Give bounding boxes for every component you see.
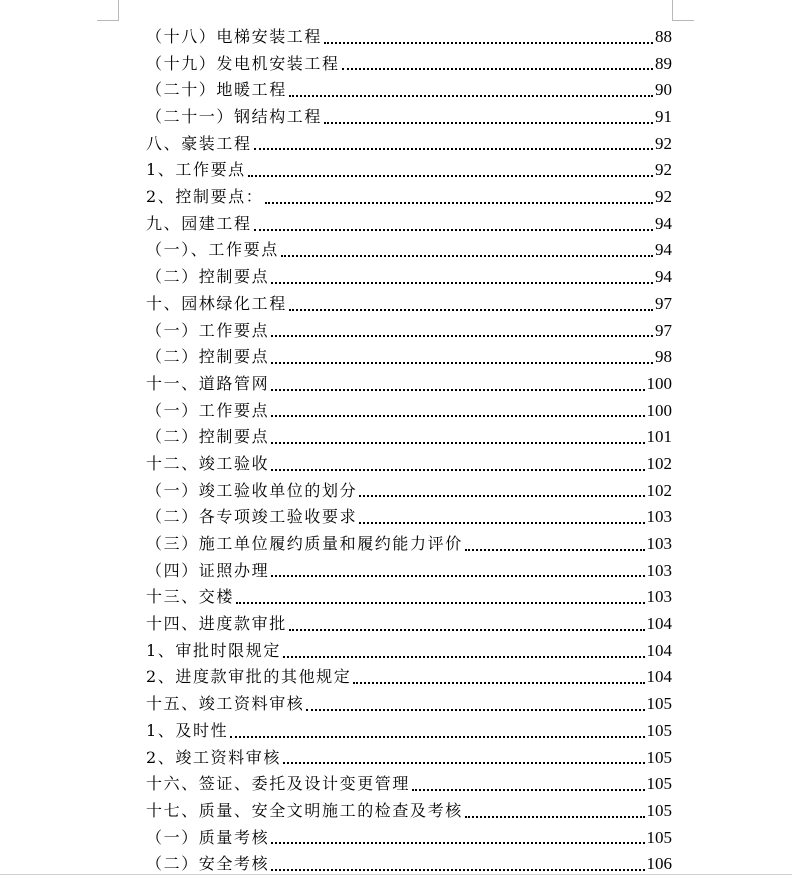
toc-entry[interactable] — [146, 424, 672, 451]
toc-entry-title: 十六、签证、委托及设计变更管理 — [146, 774, 411, 794]
toc-entry-page-number: 91 — [655, 107, 672, 127]
toc-dot-leader — [265, 202, 653, 204]
toc-entry-page-number: 105 — [646, 694, 672, 714]
toc-entry-page-number: 89 — [655, 53, 672, 73]
toc-entry-page-number: 104 — [646, 614, 672, 634]
toc-entry-page-number: 103 — [646, 507, 672, 527]
toc-entry-title: （二）控制要点 — [146, 267, 270, 287]
toc-entry[interactable] — [146, 157, 672, 184]
toc-dot-leader — [271, 282, 653, 284]
toc-entry-page-number: 97 — [655, 320, 672, 340]
toc-dot-leader — [412, 789, 644, 791]
toc-entry-title: 十七、质量、安全文明施工的检查及考核 — [146, 800, 463, 820]
toc-entry[interactable] — [146, 24, 672, 51]
toc-entry-page-number: 104 — [646, 640, 672, 660]
toc-entry-title: 2、竣工资料审核 — [146, 747, 281, 767]
toc-entry-page-number: 106 — [646, 854, 672, 874]
toc-dot-leader — [271, 442, 644, 444]
toc-entry-title: 2、进度款审批的其他规定 — [146, 667, 352, 687]
toc-entry-page-number: 104 — [646, 667, 672, 687]
toc-entry[interactable] — [146, 584, 672, 611]
toc-dot-leader — [271, 842, 644, 844]
toc-entry-title: 十三、交楼 — [146, 587, 235, 607]
toc-dot-leader — [236, 602, 644, 604]
toc-entry[interactable] — [146, 211, 672, 238]
toc-entry-title: 十四、进度款审批 — [146, 614, 287, 634]
toc-entry[interactable] — [146, 691, 672, 718]
toc-dot-leader — [324, 42, 653, 44]
toc-entry-page-number: 103 — [646, 587, 672, 607]
toc-entry[interactable] — [146, 771, 672, 798]
toc-entry-title: 2、控制要点： — [146, 187, 264, 207]
toc-entry-title: 十、园林绿化工程 — [146, 293, 287, 313]
toc-dot-leader — [271, 362, 653, 364]
toc-entry-title: （二）各专项竣工验收要求 — [146, 507, 358, 527]
toc-dot-leader — [283, 656, 645, 658]
toc-entry[interactable] — [146, 51, 672, 78]
toc-entry-page-number: 105 — [646, 774, 672, 794]
toc-dot-leader — [306, 709, 644, 711]
toc-entry-title: （一）质量考核 — [146, 827, 270, 847]
toc-entry-title: （十八）电梯安装工程 — [146, 26, 323, 46]
toc-entry-page-number: 100 — [646, 400, 672, 420]
toc-entry[interactable] — [146, 611, 672, 638]
toc-dot-leader — [254, 229, 653, 231]
toc-entry-title: 十二、竣工验收 — [146, 453, 270, 473]
toc-entry[interactable] — [146, 77, 672, 104]
toc-dot-leader — [230, 736, 644, 738]
toc-entry-title: 1、审批时限规定 — [146, 640, 281, 660]
toc-entry-title: （一）、工作要点 — [146, 240, 279, 260]
toc-entry[interactable] — [146, 371, 672, 398]
toc-entry-page-number: 92 — [655, 187, 672, 207]
toc-entry-page-number: 105 — [646, 720, 672, 740]
toc-entry[interactable] — [146, 531, 672, 558]
toc-entry[interactable] — [146, 131, 672, 158]
table-of-contents — [146, 24, 672, 878]
toc-entry-page-number: 105 — [646, 827, 672, 847]
toc-dot-leader — [281, 255, 653, 257]
toc-entry[interactable] — [146, 638, 672, 665]
toc-entry[interactable] — [146, 398, 672, 425]
toc-entry[interactable] — [146, 504, 672, 531]
page-bottom-edge — [0, 874, 792, 875]
toc-entry-title: （二）控制要点 — [146, 427, 270, 447]
toc-entry-title: 十五、竣工资料审核 — [146, 694, 305, 714]
toc-dot-leader — [271, 389, 644, 391]
toc-entry[interactable] — [146, 184, 672, 211]
toc-entry[interactable] — [146, 238, 672, 265]
toc-entry-page-number: 105 — [646, 747, 672, 767]
toc-entry-title: （一）工作要点 — [146, 400, 270, 420]
toc-dot-leader — [359, 522, 644, 524]
toc-dot-leader — [324, 122, 653, 124]
toc-entry-title: 1、工作要点 — [146, 160, 246, 180]
toc-dot-leader — [353, 682, 644, 684]
toc-entry-title: （三）施工单位履约质量和履约能力评价 — [146, 534, 463, 554]
toc-entry-title: （二十一）钢结构工程 — [146, 107, 323, 127]
toc-entry-page-number: 94 — [655, 213, 672, 233]
toc-entry-page-number: 94 — [655, 240, 672, 260]
toc-entry-page-number: 92 — [655, 133, 672, 153]
toc-entry-title: 1、及时性 — [146, 720, 229, 740]
toc-entry-title: 九、园建工程 — [146, 213, 252, 233]
toc-entry-page-number: 92 — [655, 160, 672, 180]
toc-entry[interactable] — [146, 264, 672, 291]
toc-entry[interactable] — [146, 318, 672, 345]
toc-entry-page-number: 103 — [646, 560, 672, 580]
toc-entry[interactable] — [146, 745, 672, 772]
toc-dot-leader — [248, 175, 653, 177]
toc-dot-leader — [283, 762, 645, 764]
toc-entry-page-number: 97 — [655, 293, 672, 313]
toc-entry-page-number: 102 — [646, 453, 672, 473]
page-corner-mark-right — [672, 0, 694, 21]
toc-dot-leader — [254, 148, 653, 150]
toc-entry-page-number: 102 — [646, 480, 672, 500]
toc-entry-title: （二）安全考核 — [146, 854, 270, 874]
toc-entry[interactable] — [146, 825, 672, 852]
toc-entry[interactable] — [146, 665, 672, 692]
toc-entry[interactable] — [146, 478, 672, 505]
toc-entry[interactable] — [146, 344, 672, 371]
toc-dot-leader — [289, 309, 653, 311]
toc-dot-leader — [271, 575, 644, 577]
toc-dot-leader — [289, 95, 653, 97]
toc-entry-page-number: 88 — [655, 26, 672, 46]
toc-entry-page-number: 90 — [655, 80, 672, 100]
toc-entry-title: （一）竣工验收单位的划分 — [146, 480, 358, 500]
toc-entry-page-number: 98 — [655, 347, 672, 367]
toc-entry-title: 十一、道路管网 — [146, 373, 270, 393]
toc-dot-leader — [465, 816, 645, 818]
toc-entry-page-number: 105 — [646, 800, 672, 820]
toc-entry[interactable] — [146, 558, 672, 585]
toc-entry[interactable] — [146, 798, 672, 825]
toc-entry-title: （二十）地暖工程 — [146, 80, 287, 100]
toc-entry[interactable] — [146, 291, 672, 318]
toc-dot-leader — [271, 415, 644, 417]
toc-entry-page-number: 103 — [646, 534, 672, 554]
toc-entry-title: （四）证照办理 — [146, 560, 270, 580]
toc-entry[interactable] — [146, 718, 672, 745]
toc-entry-page-number: 94 — [655, 267, 672, 287]
toc-entry-page-number: 100 — [646, 373, 672, 393]
toc-entry-page-number: 101 — [646, 427, 672, 447]
page-corner-mark-left — [97, 0, 119, 21]
toc-entry-title: 八、豪装工程 — [146, 133, 252, 153]
toc-dot-leader — [271, 469, 644, 471]
toc-dot-leader — [465, 549, 645, 551]
toc-dot-leader — [289, 629, 645, 631]
toc-entry[interactable] — [146, 104, 672, 131]
toc-entry-title: （十九）发电机安装工程 — [146, 53, 340, 73]
toc-entry-title: （二）控制要点 — [146, 347, 270, 367]
toc-dot-leader — [271, 335, 653, 337]
toc-dot-leader — [359, 495, 644, 497]
toc-dot-leader — [271, 869, 644, 871]
toc-entry[interactable] — [146, 451, 672, 478]
toc-dot-leader — [342, 68, 653, 70]
toc-entry-title: （一）工作要点 — [146, 320, 270, 340]
